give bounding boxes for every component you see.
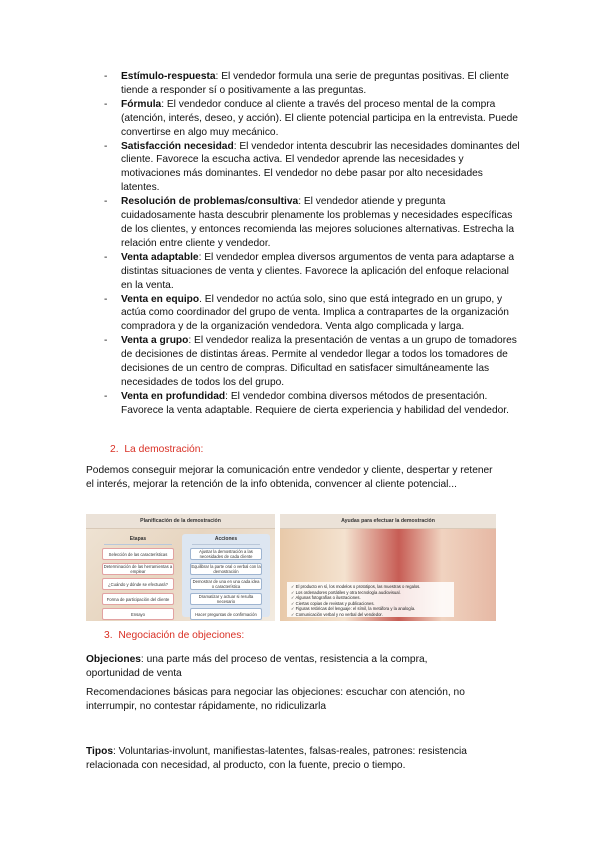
tipos-term: Tipos — [86, 746, 113, 757]
method-description: : El vendedor combina diversos métodos de presentación. Favorece la venta adaptable. Requiere de cierta experiencia y habilidad del vendedor. — [121, 390, 509, 416]
method-list — [102, 70, 522, 418]
method-list-item — [102, 390, 522, 418]
demo-paragraph: Podemos conseguir mejorar la comunicación entre vendedor y cliente, despertar y retener el interés, mejorar la retención de la info obtenida, convencer al cliente potencial... — [86, 465, 493, 490]
bullet-dash: - — [104, 390, 108, 402]
method-list-item — [102, 70, 522, 98]
method-list-item — [102, 98, 522, 140]
method-term: Resolución de problemas/consultiva — [121, 196, 299, 208]
aid-item: ✓ Comunicación verbal y no verbal del vendedor. — [291, 611, 383, 617]
actions-column — [182, 534, 270, 617]
action-box: Equilibrar la parte oral o verbal con la demostración — [191, 564, 261, 574]
bullet-dash: - — [104, 98, 108, 110]
aid-item: ✓ El producto en sí, los modelos o prototipos, las muestras o regalos. — [291, 584, 421, 589]
bullet-dash: - — [104, 71, 108, 82]
method-term: Venta a grupo — [121, 335, 189, 347]
action-box: Ajustar la demostración a las necesidades de cada cliente — [190, 548, 262, 560]
method-description: : El vendedor realiza la presentación de ventas a un grupo de tomadores de decisiones de distintas áreas. Permite al vendedor llegar a todos los tomadores de decisiones de un centro de compras. Dificultad en satisfacer simultáneamente las necesidades de todos los del grupo. — [121, 335, 517, 388]
aids-figure — [280, 514, 496, 621]
stage-box: Ensayo — [102, 608, 174, 620]
method-list-item — [102, 334, 522, 390]
recomendaciones-paragraph: Recomendaciones básicas para negociar las objeciones: escuchar con atención, no interrumpir, no contestar rápidamente, no ridiculizarla — [86, 687, 465, 712]
section-3-heading — [104, 630, 244, 641]
method-term: Estímulo-respuesta — [121, 71, 216, 82]
method-description: : El vendedor emplea diversos argumentos de venta para adaptarse a distintas situaciones de venta y clientes. Favorece la aplicación del enfoque relacional en la venta. — [121, 251, 515, 291]
section-3-title: Negociación de objeciones: — [118, 630, 245, 641]
method-description: : El vendedor intenta descubrir las necesidades dominantes del cliente. Favorece la escucha activa. El vendedor aprende las necesidades y motivaciones más dominantes. El vendedor no debe pasar por alto necesidades latentes. — [121, 140, 520, 194]
section-2-number: 2. — [110, 444, 119, 455]
stages-column — [94, 534, 182, 617]
aid-item: ✓ Algunas fotografías o ilustraciones. — [291, 595, 361, 601]
action-box: Demostrar de una en una cada idea o característica — [190, 578, 262, 590]
action-box: Dramatizar y actuar si resulta necesario — [190, 593, 262, 605]
stage-box: Selección de las características — [102, 548, 174, 560]
method-description: : El vendedor conduce al cliente a través del proceso mental de la compra (atención, interés, deseo, y acción). El cliente potencial participa en la entrevista. Puede convertirse en algo muy mecánico. — [121, 98, 518, 138]
bullet-dash: - — [104, 140, 108, 152]
aid-item: ✓ Figuras retóricas del lenguaje: el símil, la metáfora y la analogía. — [291, 606, 416, 612]
bullet-dash: - — [104, 335, 108, 347]
bullet-dash: - — [104, 293, 108, 305]
tipos-text: : Voluntarias-involunt, manifiestas-latentes, falsas-reales, patrones: resistencia relacionada con necesidad, al producto, con la fuente, precio o tiempo. — [86, 746, 467, 771]
method-list-item — [102, 140, 522, 196]
planning-figure-title: Planificación de la demostración — [86, 514, 275, 529]
actions-header: Acciones — [192, 534, 260, 545]
stage-box: Forma de participación del cliente — [102, 593, 174, 605]
method-description: . El vendedor no actúa solo, sino que está integrado en un grupo, y actúa como coordinador del grupo de venta. Implica a contrapartes de la organización compradora y de la organización vendedora. Venta algo complicada y larga. — [121, 293, 509, 333]
aids-figure-title: Ayudas para efectuar la demostración — [280, 514, 496, 529]
section-2-heading — [110, 444, 203, 455]
method-list-item — [102, 251, 522, 293]
objeciones-text: : una parte más del proceso de ventas, resistencia a la compra, oportunidad de venta — [86, 654, 428, 679]
method-term: Venta en equipo — [121, 293, 200, 305]
section-2-title: La demostración: — [124, 444, 204, 455]
objeciones-paragraph — [86, 653, 466, 681]
method-term: Fórmula — [121, 98, 162, 110]
stages-header: Etapas — [104, 534, 172, 545]
aid-item: ✓ Los ordenadores portátiles y otra tecnología audiovisual. — [291, 589, 401, 595]
objeciones-term: Objeciones — [86, 654, 141, 665]
method-term: Satisfacción necesidad — [121, 140, 234, 152]
method-list-item — [102, 293, 522, 335]
stage-box: ¿Cuándo y dónde se efectuará? — [102, 578, 174, 590]
planning-figure — [86, 514, 275, 621]
stage-box: Determinación de las herramientas a emplear — [103, 564, 173, 574]
method-term: Venta adaptable — [121, 251, 199, 263]
method-term: Venta en profundidad — [121, 390, 226, 402]
method-description: : El vendedor formula una serie de preguntas positivas. El cliente tiende a responder sí o positivamente a las preguntas. — [121, 71, 509, 96]
method-list-item — [102, 195, 522, 251]
section-3-number: 3. — [104, 630, 113, 641]
method-description: : El vendedor atiende y pregunta cuidadosamente hasta descubrir plenamente los problemas y necesidades específicas de los clientes, y entonces recomienda las mejores soluciones alternativas. Estrecha la relación entre cliente y vendedor. — [121, 196, 514, 249]
aids-list — [287, 582, 454, 617]
bullet-dash: - — [104, 196, 108, 208]
tipos-paragraph — [86, 745, 506, 773]
action-box: Hacer preguntas de confirmación — [190, 608, 262, 620]
aid-item: ✓ Ciertas copias de revistas y publicaciones. — [291, 600, 375, 606]
bullet-dash: - — [104, 251, 108, 263]
